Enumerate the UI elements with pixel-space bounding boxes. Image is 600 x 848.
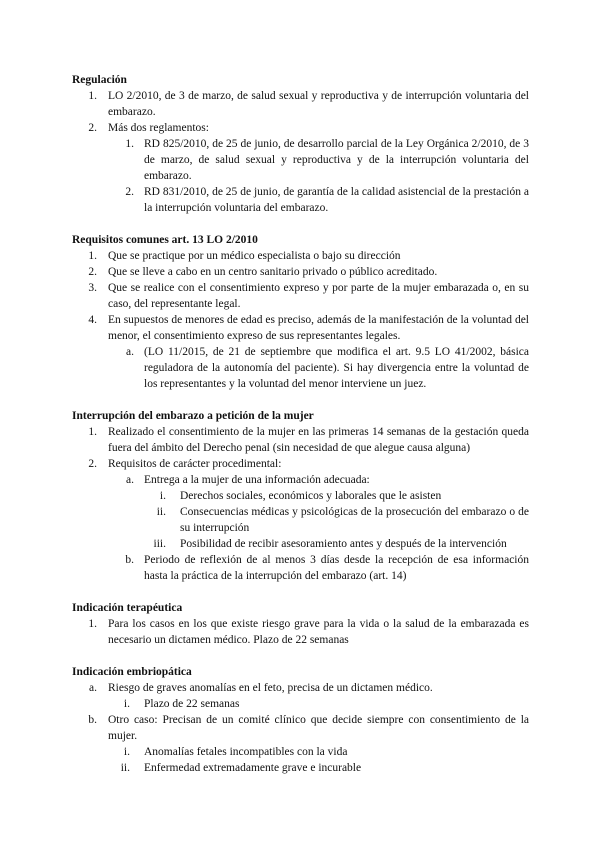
list-marker: a. [126,474,134,486]
list-text: Otro caso: Precisan de un comité clínico que decide siempre con consentimiento de la mujer. [108,714,529,742]
list-text: Más dos reglamentos: [108,122,209,134]
list-marker: i. [123,698,130,710]
list-marker: 1. [88,250,97,262]
list-marker: 1. [88,426,97,438]
list-marker: b. [125,554,134,566]
heading-peticion: Interrupción del embarazo a petición de la mujer [72,410,314,422]
list-text: Enfermedad extremadamente grave e incurable [144,762,362,774]
list-text: Plazo de 22 semanas [144,698,240,710]
list-text: Anomalías fetales incompatibles con la vida [144,746,348,758]
list-text: RD 825/2010, de 25 de junio, de desarrollo parcial de la Ley Orgánica 2/2010, de 3 de marzo, de salud sexual y reproductiva y de la interrupción voluntaria del embarazo. [144,138,529,182]
list-marker: 2. [88,266,97,278]
list-marker: 1. [88,90,97,102]
list-text: Realizado el consentimiento de la mujer en las primeras 14 semanas de la gestación queda fuera del ámbito del Derecho penal (sin necesidad de que alegue causa alguna) [108,426,529,454]
heading-regulacion: Regulación [72,74,127,86]
list-marker: i. [159,490,166,502]
list-marker: a. [126,346,134,358]
list-marker: i. [123,746,130,758]
list-text: Entrega a la mujer de una información adecuada: [144,474,370,486]
list-marker: 1. [125,138,134,150]
list-text: Riesgo de graves anomalías en el feto, precisa de un dictamen médico. [108,682,433,694]
list-text: Periodo de reflexión de al menos 3 días desde la recepción de esa información hasta la práctica de la interrupción del embarazo (art. 14) [144,554,529,582]
list-marker: iii. [153,538,166,550]
list-marker: 2. [88,122,97,134]
heading-embriopatica: Indicación embriopática [72,666,192,678]
list-marker: ii. [120,762,130,774]
list-text: Derechos sociales, económicos y laborales que le asisten [180,490,442,502]
list-text: En supuestos de menores de edad es preciso, además de la manifestación de la voluntad del menor, el consentimiento expreso de sus representantes legales. [108,314,529,342]
list-text: LO 2/2010, de 3 de marzo, de salud sexual y reproductiva y de interrupción voluntaria del embarazo. [108,90,529,118]
list-text: Posibilidad de recibir asesoramiento antes y después de la intervención [180,538,507,550]
heading-terapeutica: Indicación terapéutica [72,602,183,614]
list-marker: 1. [88,618,97,630]
list-text: (LO 11/2015, de 21 de septiembre que modifica el art. 9.5 LO 41/2002, básica reguladora de la autonomía del paciente). Si hay divergencia entre la voluntad de los representantes y la voluntad del menor interviene un juez. [144,346,529,390]
list-text: Que se realice con el consentimiento expreso y por parte de la mujer embarazada o, en su caso, del representante legal. [108,282,529,310]
list-marker: 2. [88,458,97,470]
list-text: Requisitos de carácter procedimental: [108,458,282,470]
list-text: RD 831/2010, de 25 de junio, de garantía de la calidad asistencial de la prestación a la interrupción voluntaria del embarazo. [144,186,529,214]
list-marker: 3. [88,282,97,294]
list-text: Para los casos en los que existe riesgo grave para la vida o la salud de la embarazada es necesario un dictamen médico. Plazo de 22 semanas [108,618,529,646]
list-marker: 4. [88,314,97,326]
list-text: Que se practique por un médico especialista o bajo su dirección [108,250,401,262]
list-marker: b. [88,714,97,726]
heading-requisitos: Requisitos comunes art. 13 LO 2/2010 [72,234,258,246]
list-text: Que se lleve a cabo en un centro sanitario privado o público acreditado. [108,266,438,278]
list-marker: ii. [156,506,166,518]
list-marker: a. [89,682,97,694]
list-marker: 2. [125,186,134,198]
list-text: Consecuencias médicas y psicológicas de la prosecución del embarazo o de su interrupción [180,506,529,534]
